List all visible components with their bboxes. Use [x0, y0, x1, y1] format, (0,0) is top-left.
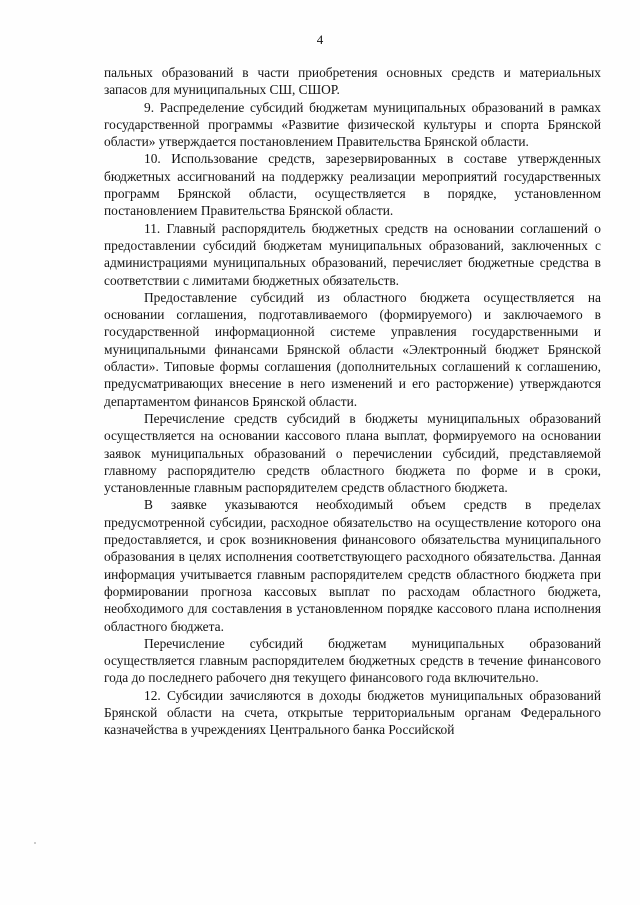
paragraph-item-10: 10. Использование средств, зарезервированных в составе утвержденных бюджетных ассигнований на поддержку реализации мероприятий государственных программ Брянской области, осуществляется в порядке, установленном постановлением Правительства Брянской области.	[104, 151, 601, 219]
page-number: 4	[316, 32, 324, 47]
paragraph-item-11: 11. Главный распорядитель бюджетных средств на основании соглашений о предоставлении субсидий бюджетам муниципальных образований, заключенных с администрациями муниципальных образований, перечисляет бюджетные средства в соответствии с лимитами бюджетных обязательств.	[104, 220, 601, 288]
paragraph-item-9: 9. Распределение субсидий бюджетам муниципальных образований в рамках государственной программы «Развитие физической культуры и спорта Брянской области» утверждается постановлением Правительства Брянской области.	[104, 99, 601, 150]
document-body	[104, 64, 601, 739]
paragraph-transfer-plan: Перечисление средств субсидий в бюджеты муниципальных образований осуществляется на основании кассового плана выплат, формируемого на основании заявок муниципальных образований о перечислении субсидий, представляемой главному распорядителю средств областного бюджета по форме и в сроки, установленные главным распорядителем средств областного бюджета.	[104, 410, 601, 496]
paragraph-transfer-deadline: Перечисление субсидий бюджетам муниципальных образований осуществляется главным распорядителем бюджетных средств в течение финансового года до последнего рабочего дня текущего финансового года включительно.	[104, 635, 601, 686]
paragraph-item-12: 12. Субсидии зачисляются в доходы бюджетов муниципальных образований Брянской области на счета, открытые территориальным органам Федерального казначейства в учреждениях Центрального банка Российской	[104, 687, 601, 738]
paragraph-application: В заявке указываются необходимый объем средств в пределах предусмотренной субсидии, расходное обязательство на осуществление которого она предоставляется, и срок возникновения финансового обязательства муниципального образования в целях исполнения соответствующего расходного обязательства. Данная информация учитывается главным распорядителем средств областного бюджета при формировании прогноза кассовых выплат по расходам областного бюджета, необходимого для составления в установленном порядке кассового плана исполнения областного бюджета.	[104, 497, 601, 634]
paragraph-agreement: Предоставление субсидий из областного бюджета осуществляется на основании соглашения, подготавливаемого (формируемого) и заключаемого в государственной информационной системе управления государственными и муниципальными финансами Брянской области «Электронный бюджет Брянской области». Типовые формы соглашения (дополнительных соглашений к соглашению, предусматривающих внесение в него изменений и его расторжение) утверждаются департаментом финансов Брянской области.	[104, 289, 601, 409]
paragraph-continuation: пальных образований в части приобретения основных средств и материальных запасов для муниципальных СШ, СШОР.	[104, 65, 601, 98]
scan-speck	[34, 842, 36, 844]
